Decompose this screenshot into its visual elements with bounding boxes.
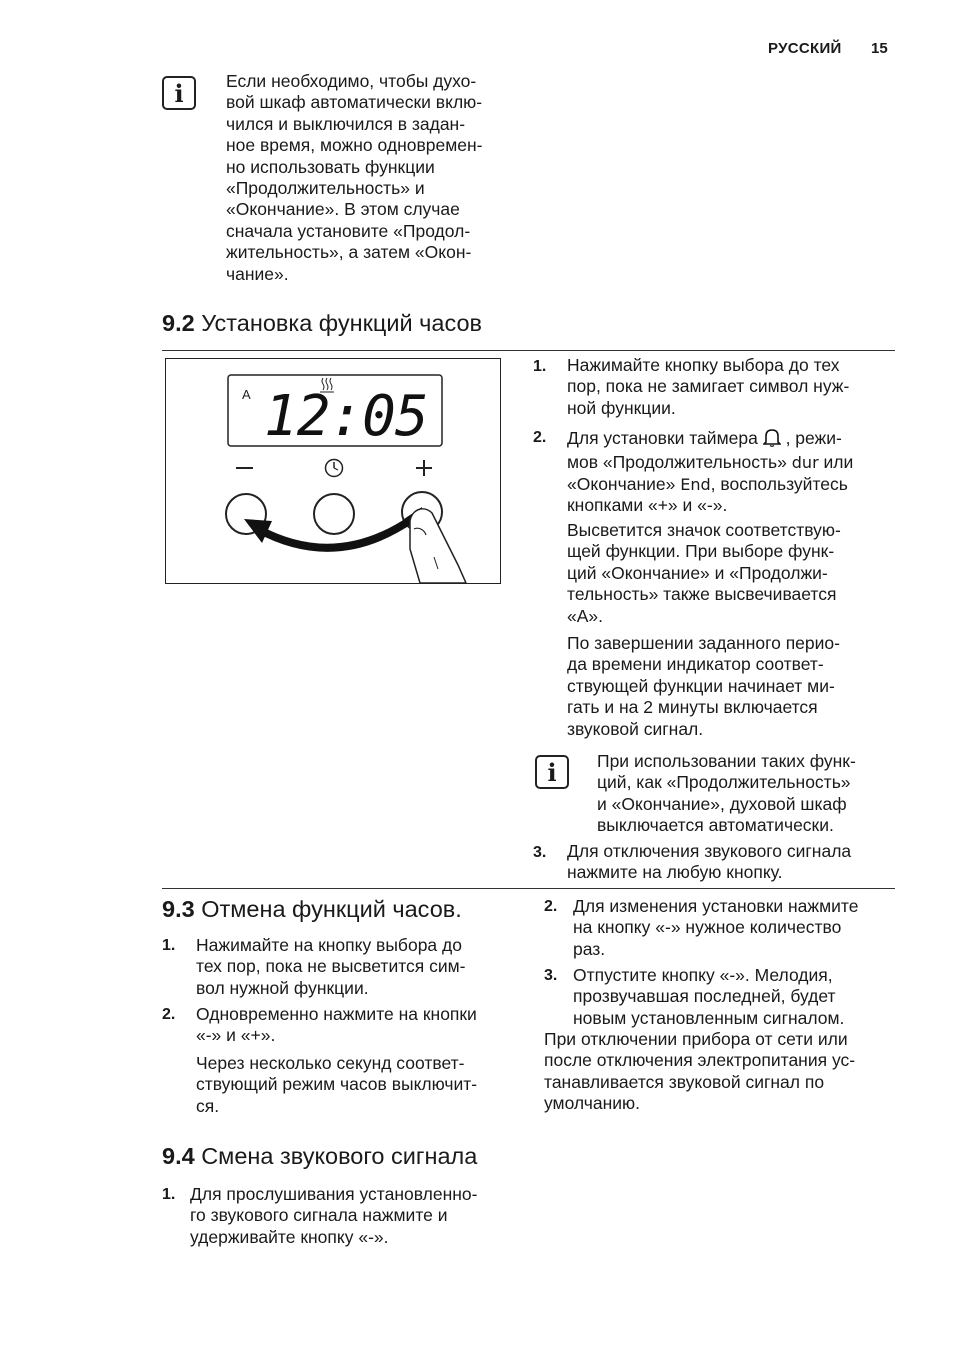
step-line: Отпустите кнопку «-». Мелодия,: [573, 965, 833, 985]
para-line: гать и на 2 минуты включается: [567, 697, 818, 718]
step-number: 2.: [162, 1006, 176, 1023]
control-panel-diagram: [165, 358, 501, 584]
note-line: При использовании таких функ-: [597, 751, 856, 771]
step-line: ной функции.: [567, 397, 676, 418]
step-line: Для прослушивания установленно-: [190, 1184, 478, 1204]
para-line: ций «Окончание» и «Продолжи-: [567, 562, 828, 583]
paragraph: [567, 633, 840, 740]
clock-icon: [326, 460, 343, 477]
step-number: 1.: [162, 937, 176, 954]
section-title: Отмена функций часов.: [201, 896, 462, 922]
note-line: чился и выключился в задан-: [226, 113, 466, 134]
note-line: «Продолжительность» и: [226, 178, 425, 199]
note-line: но использовать функции: [226, 156, 435, 177]
step-text: [196, 935, 466, 999]
step-line: кнопками «+» и «-».: [567, 495, 728, 516]
step-line: раз.: [573, 938, 606, 959]
display-time: 12:05: [264, 384, 428, 449]
step-number: 3.: [544, 967, 558, 984]
para-line: звуковой сигнал.: [567, 718, 704, 739]
language-label: РУССКИЙ: [768, 40, 842, 57]
note-line: ное время, можно одновремен-: [226, 135, 483, 156]
para-line: щей функции. При выборе функ-: [567, 541, 835, 562]
para-line: ствующей функции начинает ми-: [567, 675, 835, 696]
step-line-part: , воспользуйтесь: [710, 473, 848, 494]
note-line: чание».: [226, 263, 289, 284]
divider: [162, 888, 895, 889]
para-line: «A».: [567, 605, 603, 626]
note-text: [597, 751, 856, 837]
section-number: 9.3: [162, 896, 195, 922]
step-text: [567, 427, 897, 517]
plus-sign: [416, 460, 432, 476]
step-line: Одновременно нажмите на кнопки: [196, 1004, 477, 1024]
step-line: на кнопку «-» нужное количество: [573, 917, 842, 938]
info-icon: i: [535, 755, 569, 789]
para-line: после отключения электропитания ус-: [544, 1050, 856, 1071]
step-line: прозвучавшая последней, будет: [573, 986, 836, 1007]
para-line: По завершении заданного перио-: [567, 633, 840, 653]
step-line: Нажимайте на кнопку выбора до: [196, 935, 462, 955]
para-line: да времени индикатор соответ-: [567, 654, 824, 675]
control-panel-svg: [166, 359, 500, 583]
step-text: [567, 355, 849, 419]
step-line: Нажимайте кнопку выбора до тех: [567, 355, 840, 375]
end-symbol: End: [680, 474, 711, 494]
step-line: Для изменения установки нажмите: [573, 896, 859, 916]
display-letter: A: [242, 387, 251, 402]
step-line-part: или: [823, 452, 854, 473]
step-line: [567, 474, 897, 495]
para-line: Высветится значок соответствую-: [567, 520, 841, 540]
section-number: 9.2: [162, 310, 195, 336]
note-line: жительность», а затем «Окон-: [226, 242, 472, 263]
step-number: 2.: [533, 429, 547, 446]
step-line: тех пор, пока не высветится сим-: [196, 956, 466, 977]
note-line: «Окончание». В этом случае: [226, 199, 460, 220]
step-text: [567, 841, 851, 884]
paragraph: [196, 1053, 477, 1117]
step-line-part: «Окончание»: [567, 473, 676, 494]
step-text: [573, 965, 844, 1029]
step-line-part: Для установки таймера: [567, 428, 758, 448]
select-button: [314, 494, 354, 534]
para-line: умолчанию.: [544, 1093, 641, 1114]
section-title: Смена звукового сигнала: [201, 1143, 478, 1169]
page-number: 15: [871, 40, 888, 57]
step-line: новым установленным сигналом.: [573, 1007, 845, 1028]
step-line-part: , режи-: [785, 428, 842, 448]
step-line: [567, 452, 897, 473]
bell-icon: [763, 427, 781, 452]
step-line: Для отключения звукового сигнала: [567, 841, 852, 861]
note-line: ций, как «Продолжительность»: [597, 772, 851, 793]
step-line: пор, пока не замигает символ нуж-: [567, 376, 850, 397]
para-line: тельность» также высвечивается: [567, 584, 837, 605]
top-note-text: [226, 71, 483, 285]
info-icon: i: [162, 76, 196, 110]
step-line: «-» и «+».: [196, 1025, 276, 1046]
step-line: [567, 427, 897, 452]
dur-symbol: dur: [791, 453, 819, 473]
step-line: удерживайте кнопку «-».: [190, 1226, 389, 1247]
para-line: При отключении прибора от сети или: [544, 1029, 848, 1049]
note-line: вой шкаф автоматически вклю-: [226, 92, 483, 113]
step-number: 2.: [544, 898, 558, 915]
section-title: Установка функций часов: [201, 310, 483, 336]
section-9-3-heading: [162, 895, 462, 923]
section-number: 9.4: [162, 1143, 195, 1169]
divider: [162, 350, 895, 351]
section-9-2-heading: [162, 309, 482, 337]
note-line: выключается автоматически.: [597, 815, 834, 836]
note-line: и «Окончание», духовой шкаф: [597, 793, 847, 814]
step-line: нажмите на любую кнопку.: [567, 862, 783, 883]
step-number: 1.: [162, 1186, 176, 1203]
step-text: [196, 1004, 477, 1047]
para-line: ствующий режим часов выключит-: [196, 1074, 478, 1095]
section-9-4-heading: [162, 1142, 477, 1170]
paragraph: [544, 1029, 855, 1115]
step-number: 3.: [533, 844, 547, 861]
step-number: 1.: [533, 358, 547, 375]
para-line: танавливается звуковой сигнал по: [544, 1071, 825, 1092]
para-line: Через несколько секунд соответ-: [196, 1053, 465, 1073]
step-line: вол нужной функции.: [196, 977, 369, 998]
para-line: ся.: [196, 1095, 220, 1116]
step-text: [190, 1184, 477, 1248]
step-line: го звукового сигнала нажмите и: [190, 1205, 448, 1226]
note-line: Если необходимо, чтобы духо-: [226, 71, 477, 91]
step-text: [573, 896, 858, 960]
note-line: сначала установите «Продол-: [226, 220, 471, 241]
paragraph: [567, 520, 841, 627]
step-line-part: мов «Продолжительность»: [567, 452, 787, 473]
